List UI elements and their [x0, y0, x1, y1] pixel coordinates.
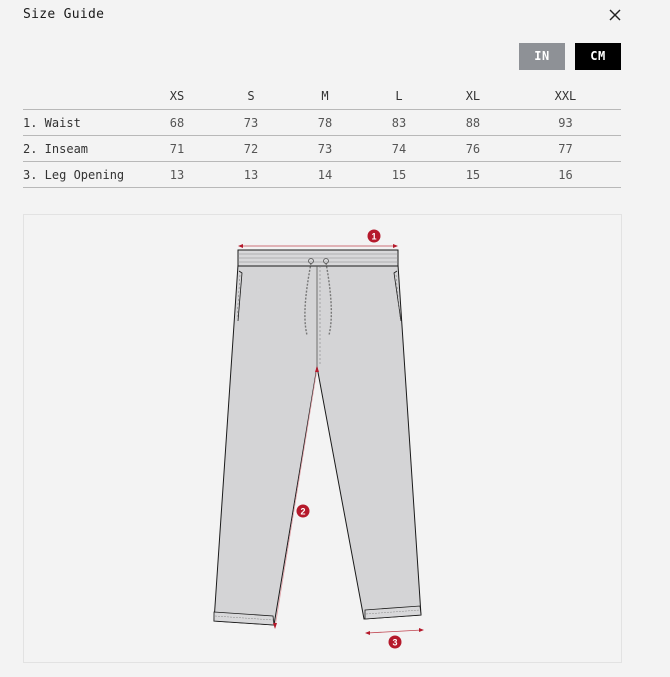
pants-outline [214, 265, 421, 625]
close-button[interactable] [606, 6, 624, 24]
row-label: 1. Waist [23, 110, 140, 136]
table-cell: 13 [140, 162, 214, 188]
table-cell: 71 [140, 136, 214, 162]
table-cell: 15 [362, 162, 436, 188]
row-label: 3. Leg Opening [23, 162, 140, 188]
pants-illustration [24, 215, 621, 662]
table-cell: 16 [510, 162, 621, 188]
table-header-corner [23, 82, 140, 110]
table-header-row [23, 82, 621, 110]
svg-text:3: 3 [392, 637, 398, 648]
table-cell: 76 [436, 136, 510, 162]
table-row [23, 162, 621, 188]
table-cell: 78 [288, 110, 362, 136]
table-cell: 73 [214, 110, 288, 136]
size-table [23, 82, 621, 188]
table-cell: 13 [214, 162, 288, 188]
pants-diagram [23, 214, 622, 663]
column-header: L [362, 82, 436, 110]
table-row [23, 136, 621, 162]
column-header: M [288, 82, 362, 110]
column-header: S [214, 82, 288, 110]
table-cell: 74 [362, 136, 436, 162]
close-icon [606, 6, 624, 24]
table-cell: 83 [362, 110, 436, 136]
table-cell: 73 [288, 136, 362, 162]
table-cell: 72 [214, 136, 288, 162]
table-cell: 88 [436, 110, 510, 136]
table-cell: 77 [510, 136, 621, 162]
svg-text:2: 2 [300, 506, 306, 517]
table-cell: 15 [436, 162, 510, 188]
table-cell: 14 [288, 162, 362, 188]
column-header: XS [140, 82, 214, 110]
table-row [23, 110, 621, 136]
page-title: Size Guide [23, 7, 105, 22]
leg-opening-measure-line [367, 630, 422, 633]
table-cell: 68 [140, 110, 214, 136]
unit-toggle-in[interactable]: IN [519, 43, 565, 70]
table-cell: 93 [510, 110, 621, 136]
row-label: 2. Inseam [23, 136, 140, 162]
unit-toggle-cm[interactable]: CM [575, 43, 621, 70]
svg-text:1: 1 [371, 231, 377, 242]
column-header: XL [436, 82, 510, 110]
column-header: XXL [510, 82, 621, 110]
